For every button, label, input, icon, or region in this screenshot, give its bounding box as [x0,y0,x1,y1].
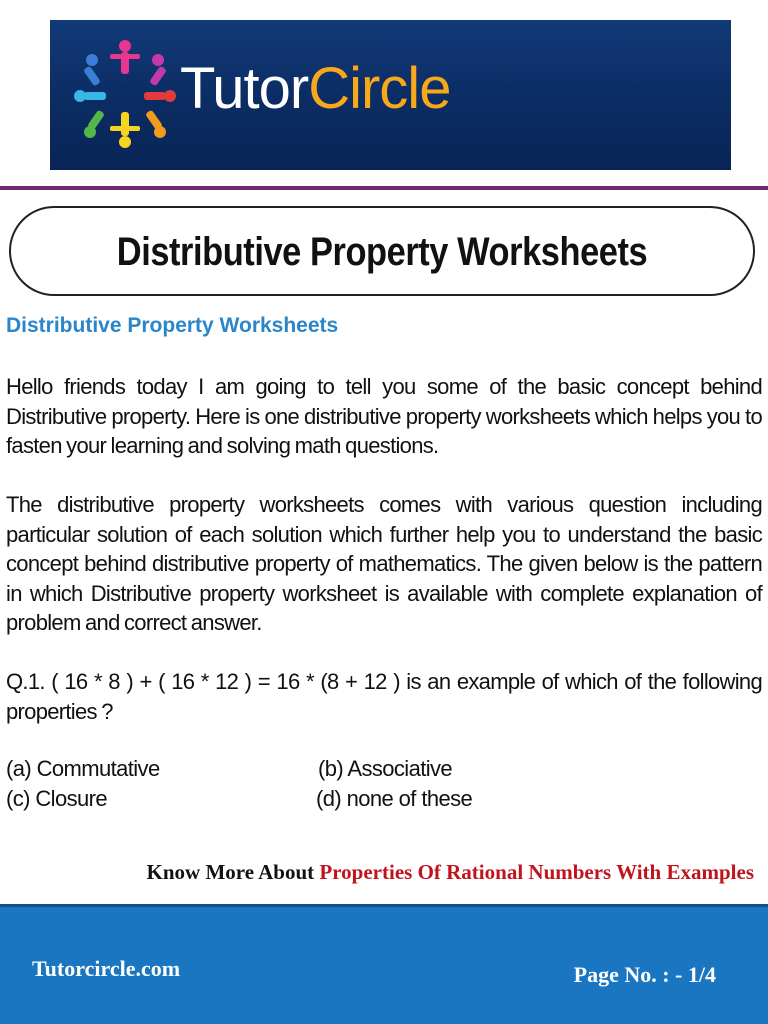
know-more-line [147,860,754,885]
brand-part-tutor: Tutor [180,56,309,121]
people-circle-logo-icon [70,32,180,152]
header-divider [0,186,768,190]
question-text: Q.1. ( 16 * 8 ) + ( 16 * 12 ) = 16 * (8 + 12 ) is an example of which of the following properties ? [6,669,762,724]
brand-wordmark [180,56,451,121]
option-a: (a) Commutative [6,756,160,781]
know-more-prefix: Know More About [146,860,315,884]
option-c: (c) Closure [6,786,107,811]
footer-top-border [0,904,768,907]
footer-site-link[interactable]: Tutorcircle.com [32,956,181,981]
option-b: (b) Associative [318,756,453,781]
title-box [9,206,755,296]
section-subtitle: Distributive Property Worksheets [6,314,339,337]
page-number: Page No. : - 1/4 [573,962,716,987]
paragraph-description: The distributive property worksheets comes with various question including particular solution of each solution which further help you to understand the basic concept behind distributive property of mathematics. The given below is the pattern in which Distributive property worksheet is available with complete explanation of problem and correct answer. [6,492,762,635]
option-d: (d) none of these [316,786,473,811]
header-banner [50,20,731,170]
brand-part-circle: Circle [308,56,451,121]
know-more-link[interactable]: Properties Of Rational Numbers With Examples [319,860,754,884]
footer-bar [0,904,768,1024]
paragraph-intro: Hello friends today I am going to tell you some of the basic concept behind Distributive property. Here is one distributive property worksheets which helps you to fasten your learning and solving math questions. [6,374,762,458]
page-title: Distributive Property Worksheets [116,230,648,274]
